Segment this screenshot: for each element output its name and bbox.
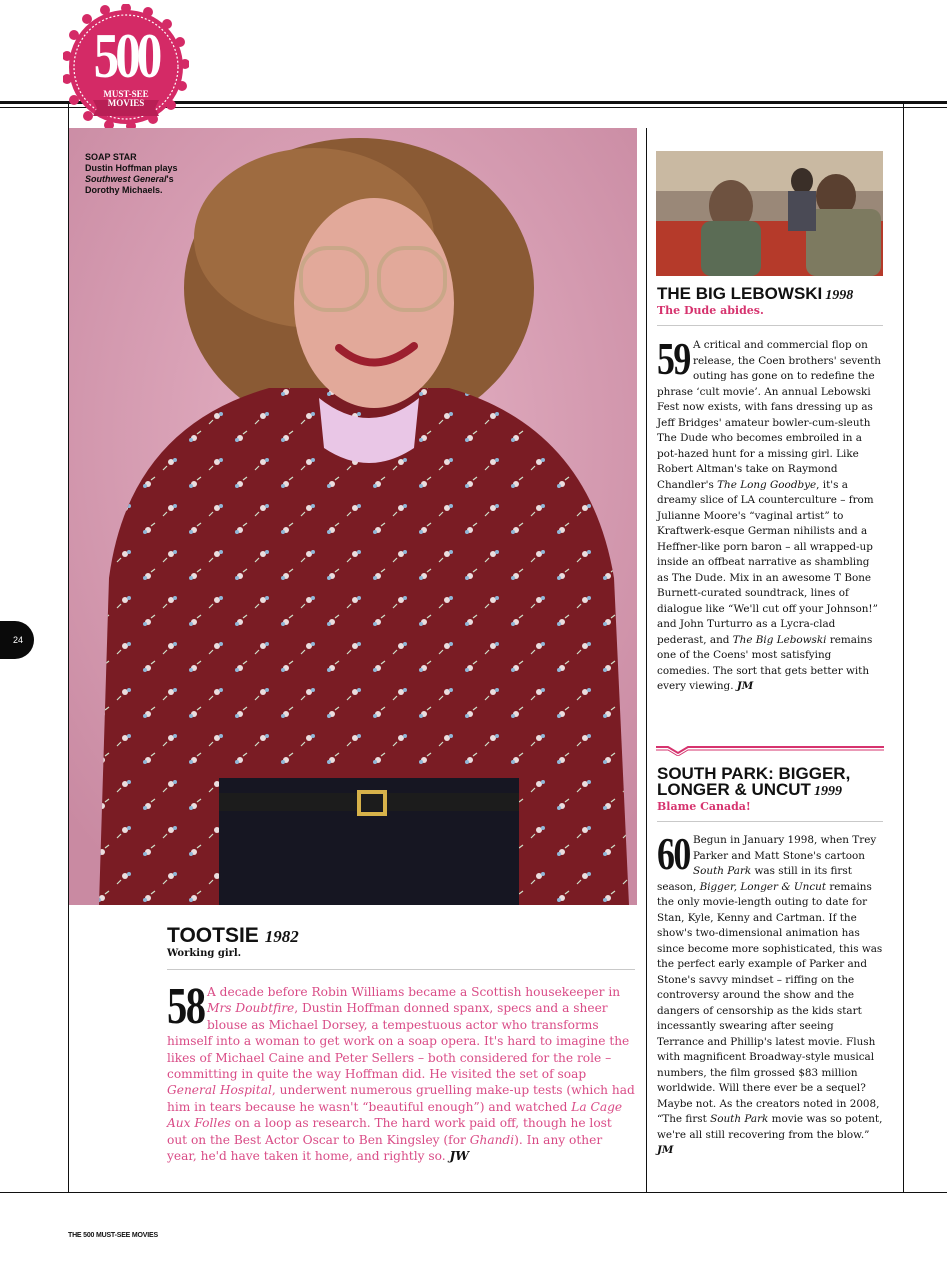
- body-text: A critical and commercial flop on release, the Coen brothers' seventh outing has gone on to redefine the phrase ‘cult movie’. An annual Lebowski Fest now exists, with fans dressing up as Jeff Bridges' amateur bowler-cum-sleuth The Dude who becomes embroiled in a pot-hazed hunt for a missing girl. Like Robert Altman's take on Raymond Chandler's: [657, 339, 881, 491]
- southpark-year: 1999: [813, 784, 842, 799]
- film-reference: The Big Lebowski: [732, 633, 827, 646]
- tootsie-rule: [167, 969, 635, 970]
- body-text: Begun in January 1998, when Trey Parker and Matt Stone's cartoon: [693, 834, 877, 862]
- lebowski-subtitle: The Dude abides.: [657, 304, 764, 317]
- body-text: , Dustin Hoffman donned spanx, specs and a sheer blouse as Michael Dorsey, a tempestuous actor who transforms himself into a woman to get work on a soap opera. It's hard to imagine the likes of Michael Caine and Peter Sellers – both considered for the role – committing in quite the way Hoffman did. He visited the set of soap: [167, 1001, 630, 1082]
- author-signature: JM: [657, 1144, 674, 1156]
- tootsie-title: TOOTSIE: [167, 924, 259, 947]
- body-text: A decade before Robin Williams became a Scottish housekeeper in: [207, 985, 621, 999]
- southpark-title-line2: LONGER & UNCUT: [657, 780, 811, 799]
- column-rule-right: [903, 104, 904, 1193]
- tootsie-heading: [167, 925, 299, 948]
- badge-number: 500: [93, 20, 159, 91]
- lebowski-title: THE BIG LEBOWSKI: [657, 284, 823, 303]
- badge-label: [63, 20, 189, 108]
- lebowski-heading: [657, 286, 853, 304]
- tootsie-photo: [69, 128, 637, 905]
- body-text: , underwent numerous gruelling make-up tests (which had him in tears because he wasn't “beautiful enough”) and watched: [167, 1083, 635, 1114]
- photo-caption: [85, 152, 205, 196]
- southpark-number: 60: [657, 828, 690, 879]
- film-reference: Bigger, Longer & Uncut: [699, 880, 827, 893]
- caption-line-2-rest: 's: [166, 174, 174, 184]
- southpark-body: [657, 828, 883, 1159]
- caption-line-1: Dustin Hoffman plays: [85, 163, 178, 173]
- southpark-heading: [657, 766, 850, 800]
- film-reference: La Cage Aux Folles: [167, 1099, 623, 1131]
- caption-line-3: Dorothy Michaels.: [85, 185, 163, 195]
- film-reference: General Hospital: [167, 1083, 272, 1098]
- tootsie-number: 58: [167, 978, 205, 1035]
- lebowski-number: 59: [657, 333, 690, 384]
- film-reference: The Long Goodbye: [717, 478, 817, 491]
- author-signature: JW: [449, 1149, 469, 1164]
- column-rule-middle: [646, 128, 647, 1193]
- southpark-rule: [657, 821, 883, 822]
- southpark-title-line1: SOUTH PARK: BIGGER,: [657, 764, 851, 783]
- footer-title: THE 500 MUST-SEE MOVIES: [68, 1232, 158, 1239]
- body-text: , it's a dreamy slice of LA counterculture – from Julianne Moore's “vaginal artist” to Kraftwerk-esque German nihilists and a Heffner-like porn baron – all wrapped-up inside an offbeat narrative as shambling as The Dude. Mix in an awesome T Bone Burnett-curated soundtrack, lines of dialogue like “We'll cut off your Johnson!” and John Turturro as a Lycra-clad pederast, and: [657, 478, 878, 646]
- zigzag-divider-icon: [656, 742, 884, 756]
- body-text: on a loop as research. The hard work paid off, though he lost out on the Best Actor Oscar to Ben Kingsley (for: [167, 1116, 612, 1147]
- lebowski-year: 1998: [825, 288, 854, 303]
- film-reference: South Park: [693, 865, 752, 877]
- tootsie-subtitle: Working girl.: [167, 948, 242, 959]
- southpark-subtitle: Blame Canada!: [657, 800, 751, 813]
- badge-subtitle-2: MOVIES: [107, 98, 145, 108]
- body-text: was still in its first season,: [657, 865, 852, 893]
- tootsie-body: [167, 978, 635, 1164]
- film-reference: Ghandi: [469, 1132, 515, 1147]
- film-reference: Mrs Doubtfire: [207, 1001, 295, 1016]
- body-text: ). In any other year, he'd have taken it home, and rightly so.: [167, 1132, 603, 1164]
- caption-title: SOAP STAR: [85, 152, 137, 162]
- lebowski-photo: [656, 151, 883, 276]
- film-reference: South Park: [710, 1113, 769, 1125]
- caption-line-2-italic: Southwest General: [85, 174, 167, 184]
- author-signature: JM: [736, 680, 754, 692]
- tootsie-year: 1982: [264, 927, 299, 946]
- page-number: 24: [0, 621, 34, 659]
- body-text: remains the only movie-length outing to date for Stan, Kyle, Kenny and Cartman. If the show's two-dimensional animation has since become more sophisticated, this was the perfect early example of Parker and Stone's savvy mindset – riffing on the controversy around the show and the dangers of censorship as the kids start incessantly swearing after seeing Terrance and Phillip's latest movie. Flush with magnificent Broadway-style musical numbers, the film grossed $83 million worldwide. Will there ever be a sequel? Maybe not. As the creators noted in 2008, “The first: [657, 880, 883, 1125]
- body-text: remains one of the Coens' most satisfying comedies. The sort that gets better with every viewing.: [657, 633, 873, 692]
- badge-subtitle-1: MUST-SEE: [103, 89, 149, 99]
- body-text: movie was so potent, we're all still recovering from the blow.”: [657, 1113, 883, 1141]
- footer-rule: [0, 1192, 947, 1193]
- lebowski-body: [657, 333, 883, 695]
- lebowski-rule: [657, 325, 883, 326]
